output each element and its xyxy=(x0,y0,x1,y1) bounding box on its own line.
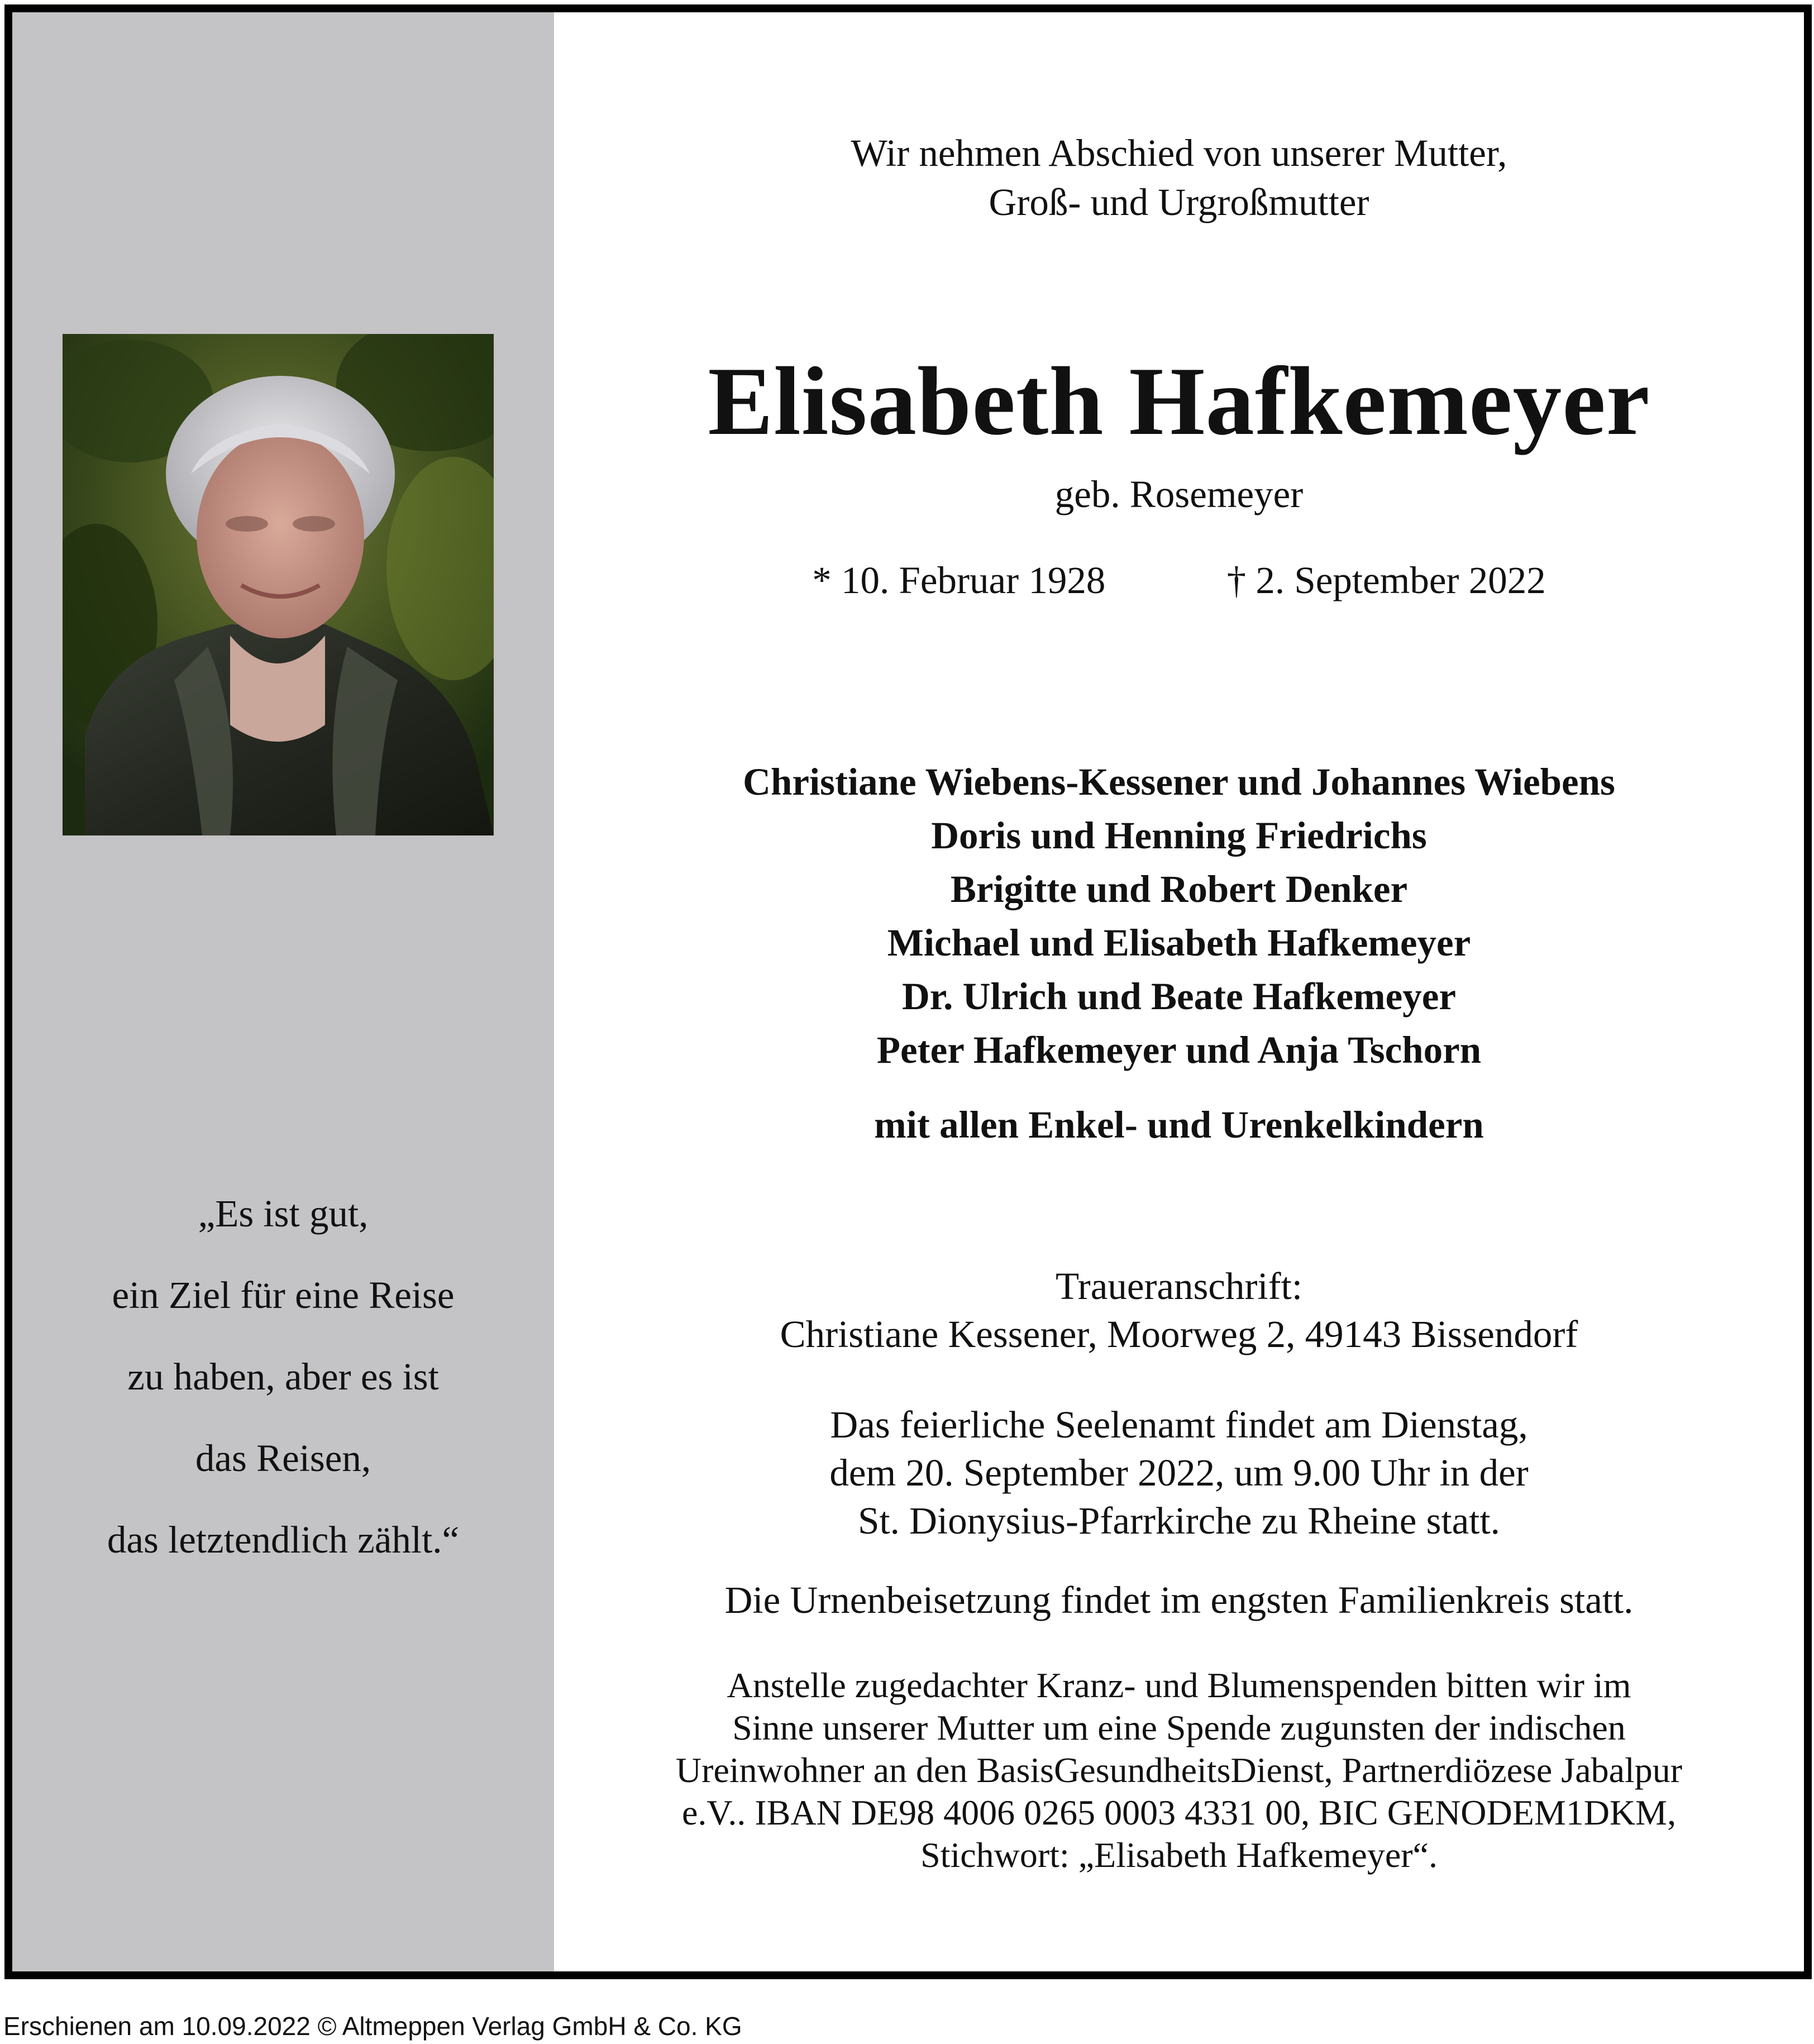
donation-line: Ureinwohner an den BasisGesundheitsDienst, Partnerdiözese Jabalpur xyxy=(675,1750,1683,1790)
notice-content xyxy=(554,12,1804,1971)
portrait-photo xyxy=(63,334,494,835)
service-line: St. Dionysius-Pfarrkirche zu Rheine statt. xyxy=(858,1499,1500,1542)
obituary-notice xyxy=(4,4,1812,1979)
mourner-line: Peter Hafkemeyer und Anja Tschorn xyxy=(876,1029,1482,1071)
mourner-line: Brigitte und Robert Denker xyxy=(950,868,1408,910)
mourner-line: Christiane Wiebens-Kessener und Johannes Wiebens xyxy=(743,761,1615,803)
service-info xyxy=(554,1401,1804,1545)
mourning-address xyxy=(554,1262,1804,1358)
mourner-extra: mit allen Enkel- und Urenkelkindern xyxy=(874,1104,1484,1146)
mourner-line: Dr. Ulrich und Beate Hafkemeyer xyxy=(901,975,1457,1018)
deceased-name: Elisabeth Hafkemeyer xyxy=(708,347,1650,455)
intro-line: Wir nehmen Abschied von unserer Mutter, xyxy=(851,132,1507,174)
donation-line: Sinne unserer Mutter um eine Spende zugunsten der indischen xyxy=(732,1708,1626,1747)
birth-date: * 10. Februar 1928 xyxy=(812,559,1106,601)
address-value: Christiane Kessener, Moorweg 2, 49143 Bissendorf xyxy=(780,1313,1578,1355)
quote-line: zu haben, aber es ist xyxy=(127,1355,439,1398)
quote-line: das letztendlich zählt.“ xyxy=(107,1518,460,1561)
mourner-line: Michael und Elisabeth Hafkemeyer xyxy=(887,921,1471,964)
mourner-line: Doris und Henning Friedrichs xyxy=(931,814,1427,857)
birth-name: geb. Rosemeyer xyxy=(1054,473,1304,515)
urn-burial-info: Die Urnenbeisetzung findet im engsten Familienkreis statt. xyxy=(724,1579,1634,1621)
quote xyxy=(12,1173,554,1580)
quote-line: das Reisen, xyxy=(195,1437,371,1479)
sidebar-panel xyxy=(12,12,554,1971)
address-label: Traueranschrift: xyxy=(1056,1265,1302,1307)
portrait-image xyxy=(63,334,494,835)
intro-line: Groß- und Urgroßmutter xyxy=(989,181,1369,223)
mourners-list xyxy=(554,755,1804,1152)
quote-line: „Es ist gut, xyxy=(198,1192,369,1235)
donation-line: Anstelle zugedachter Kranz- und Blumenspenden bitten wir im xyxy=(727,1665,1631,1705)
service-line: Das feierliche Seelenamt findet am Dienstag, xyxy=(830,1403,1528,1446)
quote-line: ein Ziel für eine Reise xyxy=(112,1274,455,1316)
service-line: dem 20. September 2022, um 9.00 Uhr in der xyxy=(829,1451,1529,1494)
donation-line: e.V.. IBAN DE98 4006 0265 0003 4331 00, BIC GENODEM1DKM, xyxy=(681,1793,1677,1832)
donation-line: Stichwort: „Elisabeth Hafkemeyer“. xyxy=(920,1835,1438,1875)
life-dates xyxy=(554,555,1804,605)
donation-info xyxy=(554,1664,1804,1876)
intro-text xyxy=(554,128,1804,227)
publication-footer: Erschienen am 10.09.2022 © Altmeppen Verlag GmbH & Co. KG xyxy=(3,2012,742,2041)
death-date: † 2. September 2022 xyxy=(1226,559,1546,601)
